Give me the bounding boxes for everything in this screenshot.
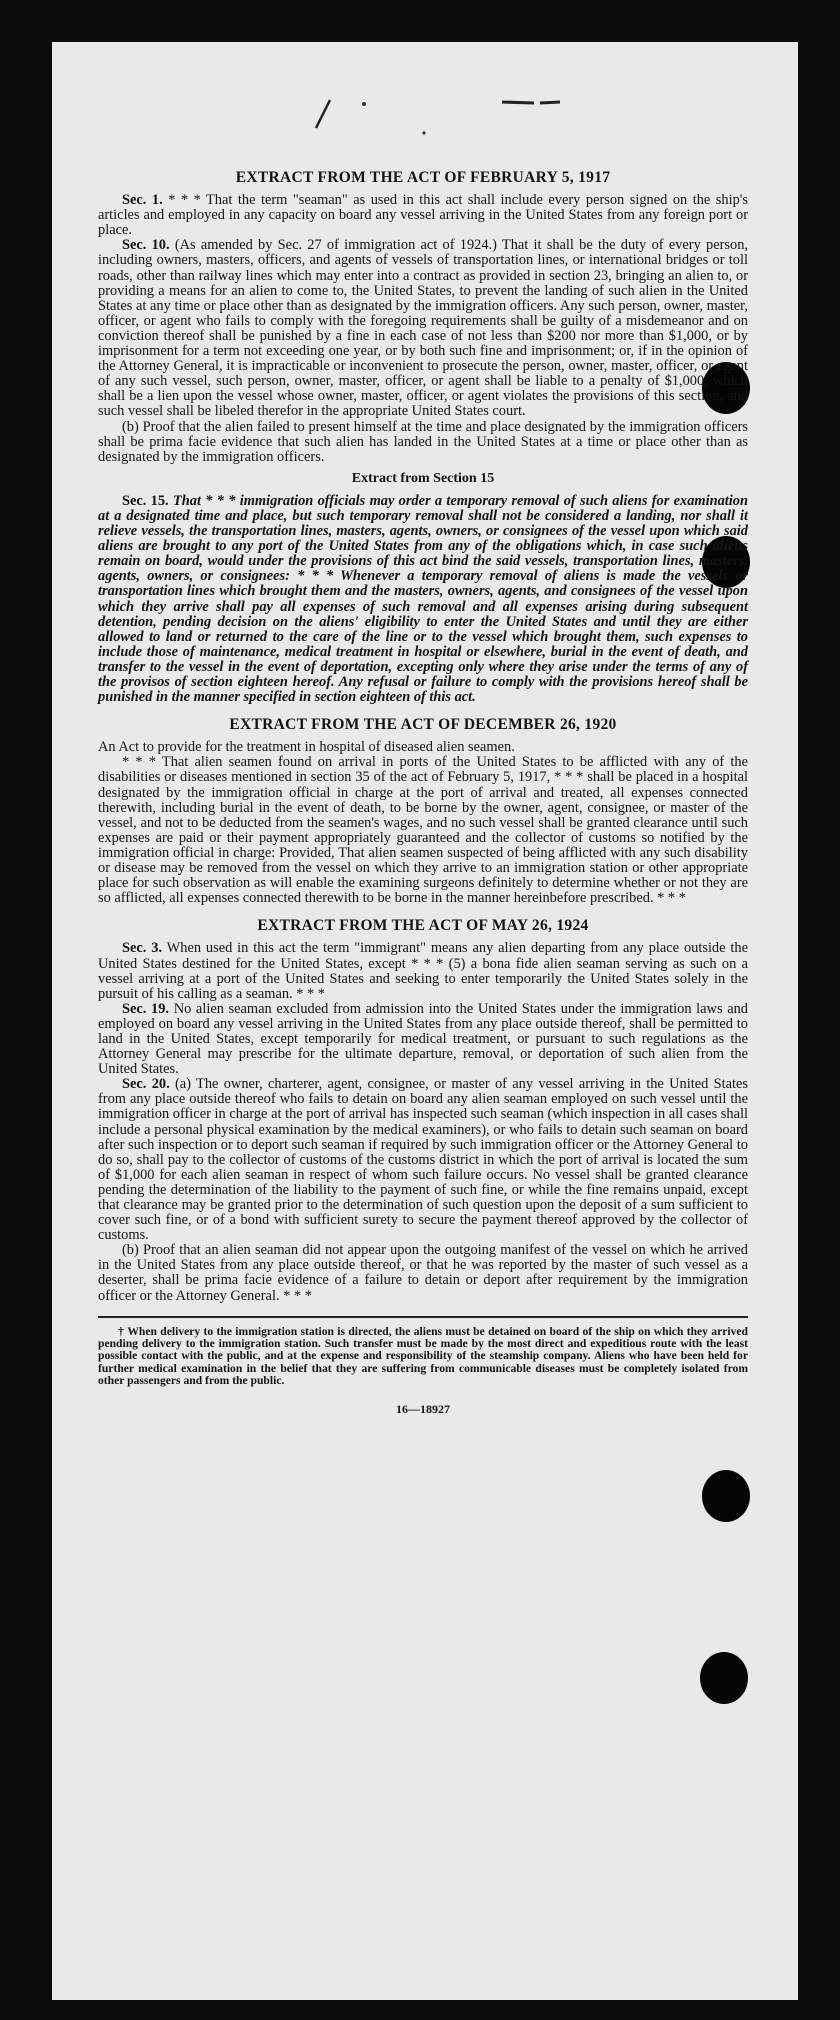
paragraph	[98, 193, 748, 238]
punch-hole	[702, 1470, 750, 1522]
paragraph-text: * * * That the term "seaman" as used in this act shall include every person signed on the ship's articles and employed in any capacity on board any vessel arriving in the United States from any foreign port or place.	[98, 192, 748, 239]
paragraph	[98, 238, 748, 419]
section-label: Sec. 20.	[122, 1076, 170, 1093]
paragraph-text: (As amended by Sec. 27 of immigration act of 1924.) That it shall be the duty of every person, including owners, masters, officers, and agents of vessels of transportation lines, or international bridges or toll roads, other than railway lines which may enter into a contract as provided in section 23, bringing an alien to, or providing a means for an alien to come to, the United States, to prevent the landing of such alien in the United States at any time or place other than as designated by the immigration officers. Any such person, owner, master, officer, or agent who fails to comply with the foregoing requirements shall be guilty of a misdemeanor and on conviction thereof shall be punished by a fine in each case of not less than $200 nor more than $1,000, or by imprisonment for a term not exceeding one year, or by both such fine and imprisonment; or, if in the opinion of the Attorney General, it is impracticable or inconvenient to prosecute the person, owner, master, officer, or agent of any such vessel, such person, owner, master, officer, or agent shall be liable to a penalty of $1,000, which shall be a lien upon the vessel whose owner, master, officer, or agent violates the provisions of this section, and such vessel shall be libeled therefor in the appropriate United States court.	[98, 237, 748, 420]
pen-marks	[52, 42, 798, 182]
paragraph	[98, 1243, 748, 1303]
footnote: † When delivery to the immigration station is directed, the aliens must be detained on board of the ship on which they arrived pending delivery to the immigration station. Such transfer must be made by the most direct and expeditious route with the least possible contact with the public, and at the expense and responsibility of the steamship company. Aliens who have been held for further medical examination in the belief that they are suffering from communicable diseases must be completely isolated from other passengers and from the public.	[98, 1324, 748, 1388]
punch-hole	[700, 1652, 748, 1704]
paragraph	[98, 494, 748, 705]
paragraph-text: (b) Proof that an alien seaman did not appear upon the outgoing manifest of the vessel on which he arrived in the United States from any place outside thereof, or that he was reported by the master of such vessel as a deserter, shall be prima facie evidence of a failure to detain or deport after requirement by the immigration officer or the Attorney General. * * *	[98, 1242, 748, 1304]
paragraph	[98, 1077, 748, 1243]
section-label: Sec. 1.	[122, 192, 163, 209]
section-subheading: Extract from Section 15	[351, 470, 495, 486]
section-heading: EXTRACT FROM THE ACT OF FEBRUARY 5, 1917	[235, 169, 611, 186]
paragraph-text: No alien seaman excluded from admission into the United States under the immigration laws and employed on board any vessel arriving in the United States from any place outside thereof, shall be permitted to land in the United States, except temporarily for medical treatment, or pursuant to such regulations as the Attorney General may prescribe for the ultimate departure, removal, or deportation of such alien from the United States.	[98, 1000, 748, 1078]
document-number: 16—18927	[396, 1401, 450, 1416]
paragraph-text: When used in this act the term "immigrant" means any alien departing from any place outside the United States destined for the United States, except * * * (5) a bona fide alien seaman serving as such on a vessel arriving at a port of the United States and seeking to enter temporarily the United States solely in the pursuit of his calling as a seaman. * * *	[98, 940, 748, 1002]
section-label: Sec. 10.	[122, 237, 170, 254]
paragraph-text: (a) The owner, charterer, agent, consignee, or master of any vessel arriving in the United States from any place outside thereof who fails to detain on board any alien seaman employed on such vessel until the immigration officer in charge at the port of arrival has inspected such seaman (which inspection in all cases shall include a personal physical examination by the medical examiners), or who fails to detain such seaman on board after such inspection or to deport such seaman if required by such immigration officer or the Attorney General to do so, shall pay to the collector of customs of the customs district in which the port of arrival is located the sum of $1,000 for each alien seaman in respect of whom such failure occurs. No vessel shall be granted clearance pending the determination of the liability to the payment of such fine, or while the fine remains unpaid, except that clearance may be granted prior to the determination of such question upon the deposit of a sum sufficient to cover such fine, or of a bond with sufficient surety to secure the payment thereof approved by the collector of customs.	[98, 1076, 748, 1244]
paragraph	[98, 740, 748, 755]
section-heading: EXTRACT FROM THE ACT OF MAY 26, 1924	[257, 917, 589, 935]
section-label: Sec. 3.	[122, 940, 163, 957]
paragraph	[98, 755, 748, 906]
paragraph	[98, 941, 748, 1001]
paragraph	[98, 1002, 748, 1077]
document-page	[52, 42, 798, 2000]
paragraph-text: That * * * immigration officials may order a temporary removal of such aliens for examination at a designated time and place, but such temporary removal shall not be considered a landing, nor shall it relieve vessels, the transportation lines, masters, agents, owners, or consignees of the vessel upon which said aliens are brought to any port of the United States from any of the obligations which, in case such aliens remain on board, would under the provisions of this act bind the said vessels, transportation lines, masters, agents, owners, or consignees: * * * Whenever a temporary removal of aliens is made the vessels or transportation lines which brought them and the masters, owners, agents, and consignees of the vessel upon which they arrive shall pay all expenses of such removal and all expenses arising during subsequent detention, pending decision on the aliens' eligibility to enter the United States and until they are either allowed to land or returned to the care of the line or to the vessel which brought them, such expenses to include those of maintenance, medical treatment in hospital or elsewhere, burial in the event of death, and transfer to the vessel in the event of deportation, excepting only where they arise under the terms of any of the provisos of section eighteen hereof. Any refusal or failure to comply with the provisions hereof shall be punished in the manner specified in section eighteen of this act.	[98, 492, 748, 706]
paragraph-text: * * * That alien seamen found on arrival in ports of the United States to be afflicted with any of the disabilities or diseases mentioned in section 35 of the act of February 5, 1917, * * * shall be placed in a hospital designated by the immigration official in charge at the port of arrival and treated, all expenses connected therewith, including burial in the event of death, to be borne by the owner, agent, consignee, or master of the vessel, and not to be deducted from the seamen's wages, and no such vessel shall be granted clearance until such expenses are paid or their payment appropriately guaranteed and the collector of customs so notified by the immigration official in charge: Provided, That alien seamen suspected of being afflicted with any such disability or disease may be removed from the vessel on which they arrive to an immigration station or other appropriate place for such observation as will enable the examining surgeons definitely to determine whether or not they are so afflicted, all expenses connected therewith to be borne in the manner hereinbefore prescribed. * * *	[98, 754, 748, 907]
section-label: Sec. 15.	[122, 492, 169, 509]
paragraph-text: An Act to provide for the treatment in hospital of diseased alien seamen.	[98, 739, 515, 756]
footnote-divider	[98, 1316, 748, 1318]
section-heading: EXTRACT FROM THE ACT OF DECEMBER 26, 1920	[229, 716, 617, 734]
paragraph	[98, 420, 748, 465]
section-label: Sec. 19.	[122, 1000, 170, 1017]
paragraph-text: (b) Proof that the alien failed to present himself at the time and place designated by the immigration officers shall be prima facie evidence that such alien has landed in the United States at a time or place other than as designated by the immigration officers.	[98, 418, 748, 465]
document-body	[98, 170, 748, 1417]
